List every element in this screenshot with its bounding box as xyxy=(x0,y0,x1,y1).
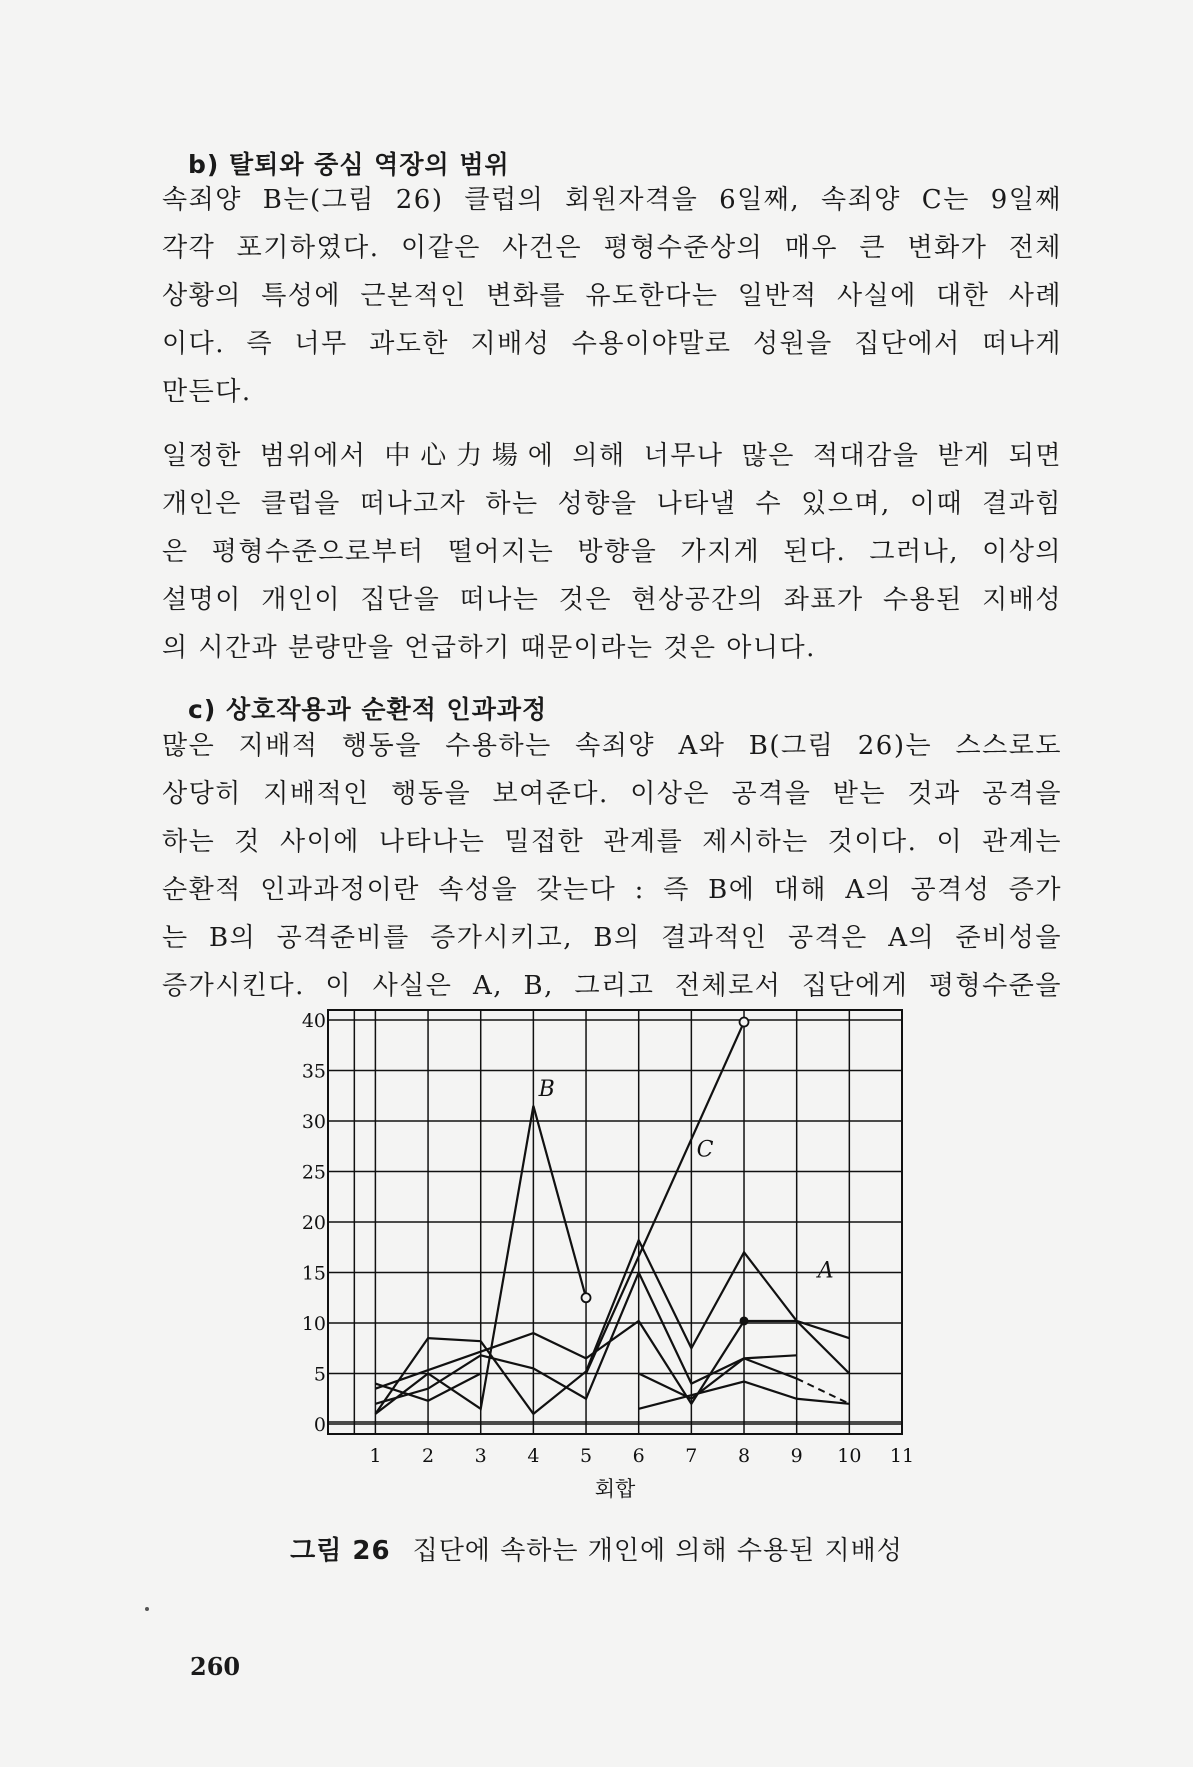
text-line: 증가시킨다. 이 사실은 A, B, 그리고 전체로서 집단에게 평형수준을 xyxy=(162,971,1062,1001)
text-line: 이다. 즉 너무 과도한 지배성 수용이야말로 성원을 집단에서 떠나게 xyxy=(162,329,1062,359)
x-tick-label: 7 xyxy=(685,1445,698,1467)
text-line: 의 시간과 분량만을 언급하기 때문이라는 것은 아니다. xyxy=(162,633,816,663)
x-tick-label: 9 xyxy=(790,1445,803,1467)
x-tick-label: 11 xyxy=(889,1445,915,1467)
text-line: 순환적 인과과정이란 속성을 갖는다 : 즉 B에 대해 A의 공격성 증가 xyxy=(162,875,1062,905)
x-tick-label: 5 xyxy=(579,1445,593,1467)
y-tick-label: 25 xyxy=(301,1161,326,1184)
open-marker xyxy=(582,1293,591,1302)
x-tick-label: 4 xyxy=(527,1445,540,1467)
dominance-line-chart xyxy=(270,990,920,1520)
figure-label: 그림 26 xyxy=(290,1536,391,1566)
figure-caption-text: 집단에 속하는 개인에 의해 수용된 지배성 xyxy=(412,1536,903,1566)
series-label-C: C xyxy=(696,1137,714,1163)
text-line: 상황의 특성에 근본적인 변화를 유도한다는 일반적 사실에 대한 사례 xyxy=(162,281,1062,311)
page-number: 260 xyxy=(190,1652,241,1681)
y-tick-label: 0 xyxy=(313,1414,326,1436)
text-line: 개인은 클럽을 떠나고자 하는 성향을 나타낼 수 있으며, 이때 결과힘 xyxy=(162,489,1062,519)
x-axis-label: 회합 xyxy=(594,1477,636,1501)
y-tick-label: 10 xyxy=(301,1313,326,1335)
series-label-B: B xyxy=(538,1076,555,1102)
y-tick-label: 5 xyxy=(313,1363,326,1386)
text-line: 는 B의 공격준비를 증가시키고, B의 결과적인 공격은 A의 준비성을 xyxy=(162,923,1062,953)
text-line: 각각 포기하였다. 이같은 사건은 평형수준상의 매우 큰 변화가 전체 xyxy=(162,233,1062,263)
x-tick-label: 10 xyxy=(837,1445,862,1467)
text-line: 많은 지배적 행동을 수용하는 속죄양 A와 B(그림 26)는 스스로도 xyxy=(162,731,1062,761)
filled-marker xyxy=(740,1317,748,1325)
text-line: 상당히 지배적인 행동을 보여준다. 이상은 공격을 받는 것과 공격을 xyxy=(162,779,1062,809)
print-speck xyxy=(145,1607,149,1611)
x-tick-label: 1 xyxy=(369,1445,382,1467)
section-b-paragraph-2 xyxy=(162,432,1062,672)
y-tick-label: 30 xyxy=(301,1111,326,1133)
section-c-heading: c) 상호작용과 순환적 인과과정 xyxy=(188,695,548,724)
series-line-C xyxy=(586,1022,744,1373)
x-tick-label: 2 xyxy=(422,1445,435,1467)
y-tick-label: 20 xyxy=(301,1212,326,1234)
text-line: 은 평형수준으로부터 떨어지는 방향을 가지게 된다. 그러나, 이상의 xyxy=(162,537,1062,567)
text-line: 속죄양 B는(그림 26) 클럽의 회원자격을 6일째, 속죄양 C는 9일째 xyxy=(162,185,1062,215)
series-label-A: A xyxy=(817,1258,834,1284)
text-line: 일정한 범위에서 中心力場에 의해 너무나 많은 적대감을 받게 되면 xyxy=(162,441,1062,471)
series-line-A xyxy=(375,1240,849,1414)
x-tick-label: 6 xyxy=(632,1445,645,1467)
y-tick-label: 15 xyxy=(301,1262,326,1285)
figure-caption xyxy=(0,1530,1193,1567)
x-tick-label: 8 xyxy=(737,1445,751,1467)
x-tick-label: 3 xyxy=(474,1445,487,1467)
text-line: 하는 것 사이에 나타나는 밀접한 관계를 제시하는 것이다. 이 관계는 xyxy=(162,827,1062,857)
open-marker xyxy=(740,1018,749,1027)
section-c-paragraph xyxy=(162,722,1062,1010)
y-tick-label: 35 xyxy=(301,1060,326,1083)
section-b-paragraph-1 xyxy=(162,176,1062,416)
text-line: 설명이 개인이 집단을 떠나는 것은 현상공간의 좌표가 수용된 지배성 xyxy=(162,585,1062,615)
text-line: 만든다. xyxy=(162,377,252,407)
section-b-heading: b) 탈퇴와 중심 역장의 범위 xyxy=(188,150,510,179)
y-tick-label: 40 xyxy=(301,1010,326,1032)
